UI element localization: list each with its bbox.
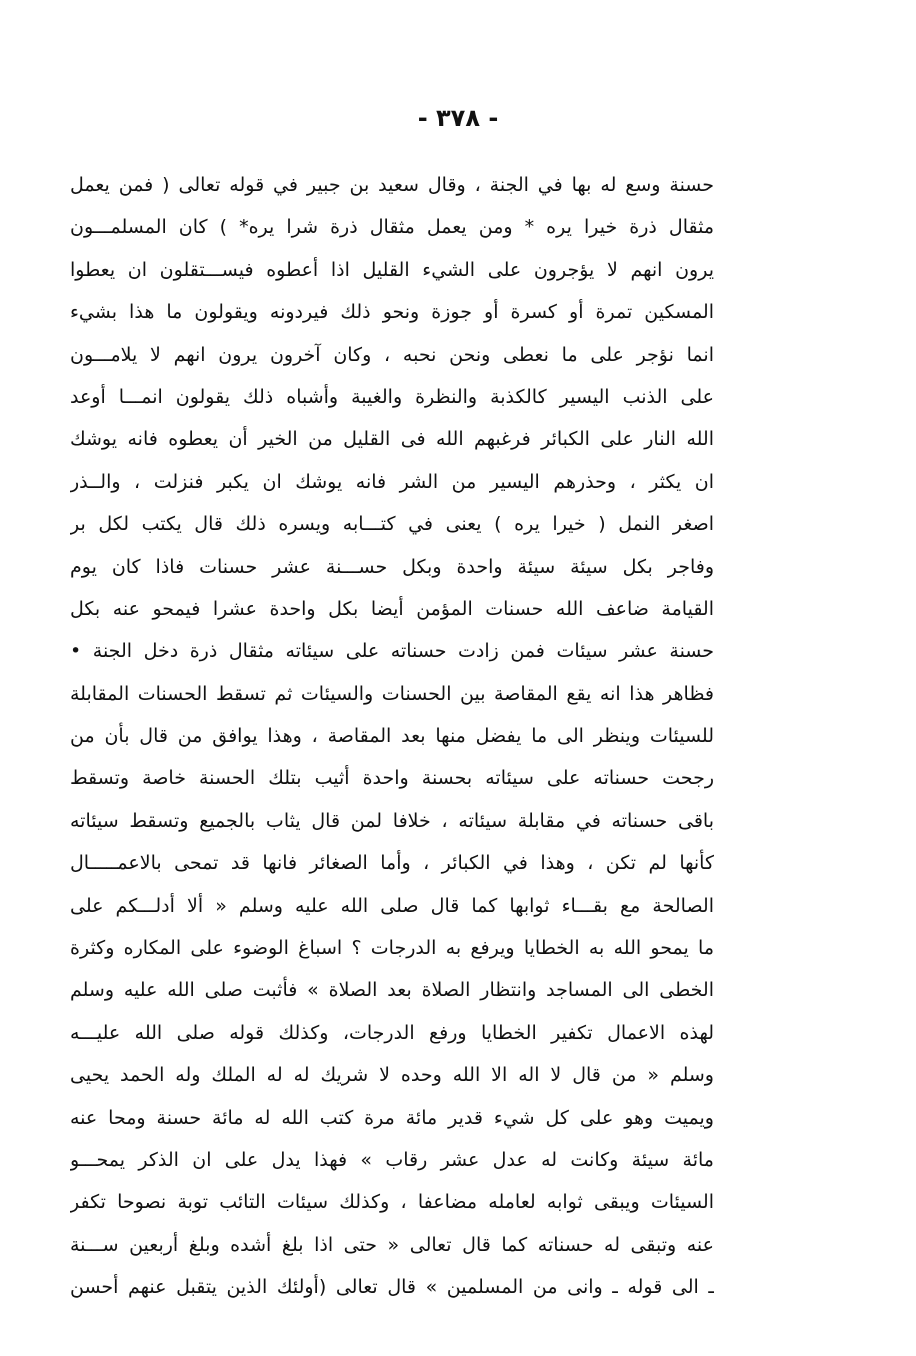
text-line: للسيئات وينظر الى ما يفضل منها بعد المقاصة ، وهذا يوافق من قال بأن من: [70, 725, 714, 748]
text-line: ويميت وهو على كل شيء قدير مائة مرة كتب الله له مائة حسنة ومحا عنه: [70, 1106, 714, 1129]
text-line: لهذه الاعمال تكفير الخطايا ورفع الدرجات، وكذلك قوله صلى الله عليـــه: [70, 1021, 714, 1044]
text-line: ما يمحو الله به الخطايا ويرفع به الدرجات ؟ اسباغ الوضوء على المكاره وكثرة: [70, 937, 714, 960]
text-line: السيئات ويبقى ثوابه لعامله مضاعفا ، وكذلك سيئات التائب توبة نصوحا تكفر: [70, 1191, 714, 1214]
text-line: باقى حسناته في مقابلة سيئاته ، خلافا لمن قال يثاب بالجميع وتسقط سيئاته: [70, 809, 714, 832]
page-number: - ٣٧٨ -: [417, 104, 499, 132]
text-line: ان يكثر ، وحذرهم اليسير من الشر فانه يوشك ان يكبر فنزلت ، والــذر: [70, 470, 714, 493]
text-line: الله النار على الكبائر فرغبهم الله فى القليل من الخير أن يعطوه فانه يوشك: [70, 428, 714, 451]
text-line: رجحت حسناته على سيئاته بحسنة واحدة أثيب بتلك الحسنة خاصة وتسقط: [70, 767, 714, 790]
text-line: وفاجر بكل سيئة سيئة واحدة وبكل حســـنة عشر حسنات فاذا كان يوم: [70, 555, 714, 578]
text-line: المسكين تمرة أو كسرة أو جوزة ونحو ذلك فيردونه ويقولون ما هذا بشيء: [70, 301, 714, 324]
text-line: حسنة عشر سيئات فمن زادت حسناته على سيئاته مثقال ذرة دخل الجنة •: [70, 640, 714, 663]
text-line: الصالحة مع بقـــاء ثوابها كما قال صلى الله عليه وسلم « ألا أدلـــكم على: [70, 894, 714, 917]
text-line: على الذنب اليسير كالكذبة والنظرة والغيبة وأشباه ذلك يقولون انمـــا أوعد: [70, 385, 714, 408]
text-line: فظاهر هذا انه يقع المقاصة بين الحسنات والسيئات ثم تسقط الحسنات المقابلة: [70, 682, 714, 705]
text-line: مائة سيئة وكانت له عدل عشر رقاب » فهذا يدل على ان الذكر يمحـــو: [70, 1148, 714, 1171]
text-line: القيامة ضاعف الله حسنات المؤمن أيضا بكل واحدة عشرا فيمحو عنه بكل: [70, 597, 714, 620]
body-text: [70, 164, 714, 1309]
text-line: كأنها لم تكن ، وهذا في الكبائر ، وأما الصغائر فانها قد تمحى بالاعمـــــال: [70, 852, 714, 875]
text-line: مثقال ذرة خيرا يره * ومن يعمل مثقال ذرة شرا يره* ) كان المسلمـــون: [70, 216, 714, 239]
text-line: عنه وتبقى له حسناته كما قال تعالى « حتى اذا بلغ أشده وبلغ أربعين ســـنة: [70, 1233, 714, 1256]
text-line: وسلم « من قال لا اله الا الله وحده لا شريك له له الملك وله الحمد يحيى: [70, 1064, 714, 1087]
text-line: انما نؤجر على ما نعطى ونحن نحبه ، وكان آخرون يرون انهم لا يلامـــون: [70, 343, 714, 366]
text-line: حسنة وسع له بها في الجنة ، وقال سعيد بن جبير في قوله تعالى ( فمن يعمل: [70, 174, 714, 196]
text-line: الخطى الى المساجد وانتظار الصلاة بعد الصلاة » فأثبت صلى الله عليه وسلم: [70, 979, 714, 1002]
text-line: ـ الى قوله ـ وانى من المسلمين » قال تعالى (أولئك الذين يتقبل عنهم أحسن: [70, 1276, 714, 1299]
text-line: يرون انهم لا يؤجرون على الشيء القليل اذا أعطوه فيســـتقلون ان يعطوا: [70, 258, 714, 281]
text-line: اصغر النمل ( خيرا يره ) يعنى في كتـــابه ويسره ذلك قال يكتب لكل بر: [70, 513, 714, 536]
